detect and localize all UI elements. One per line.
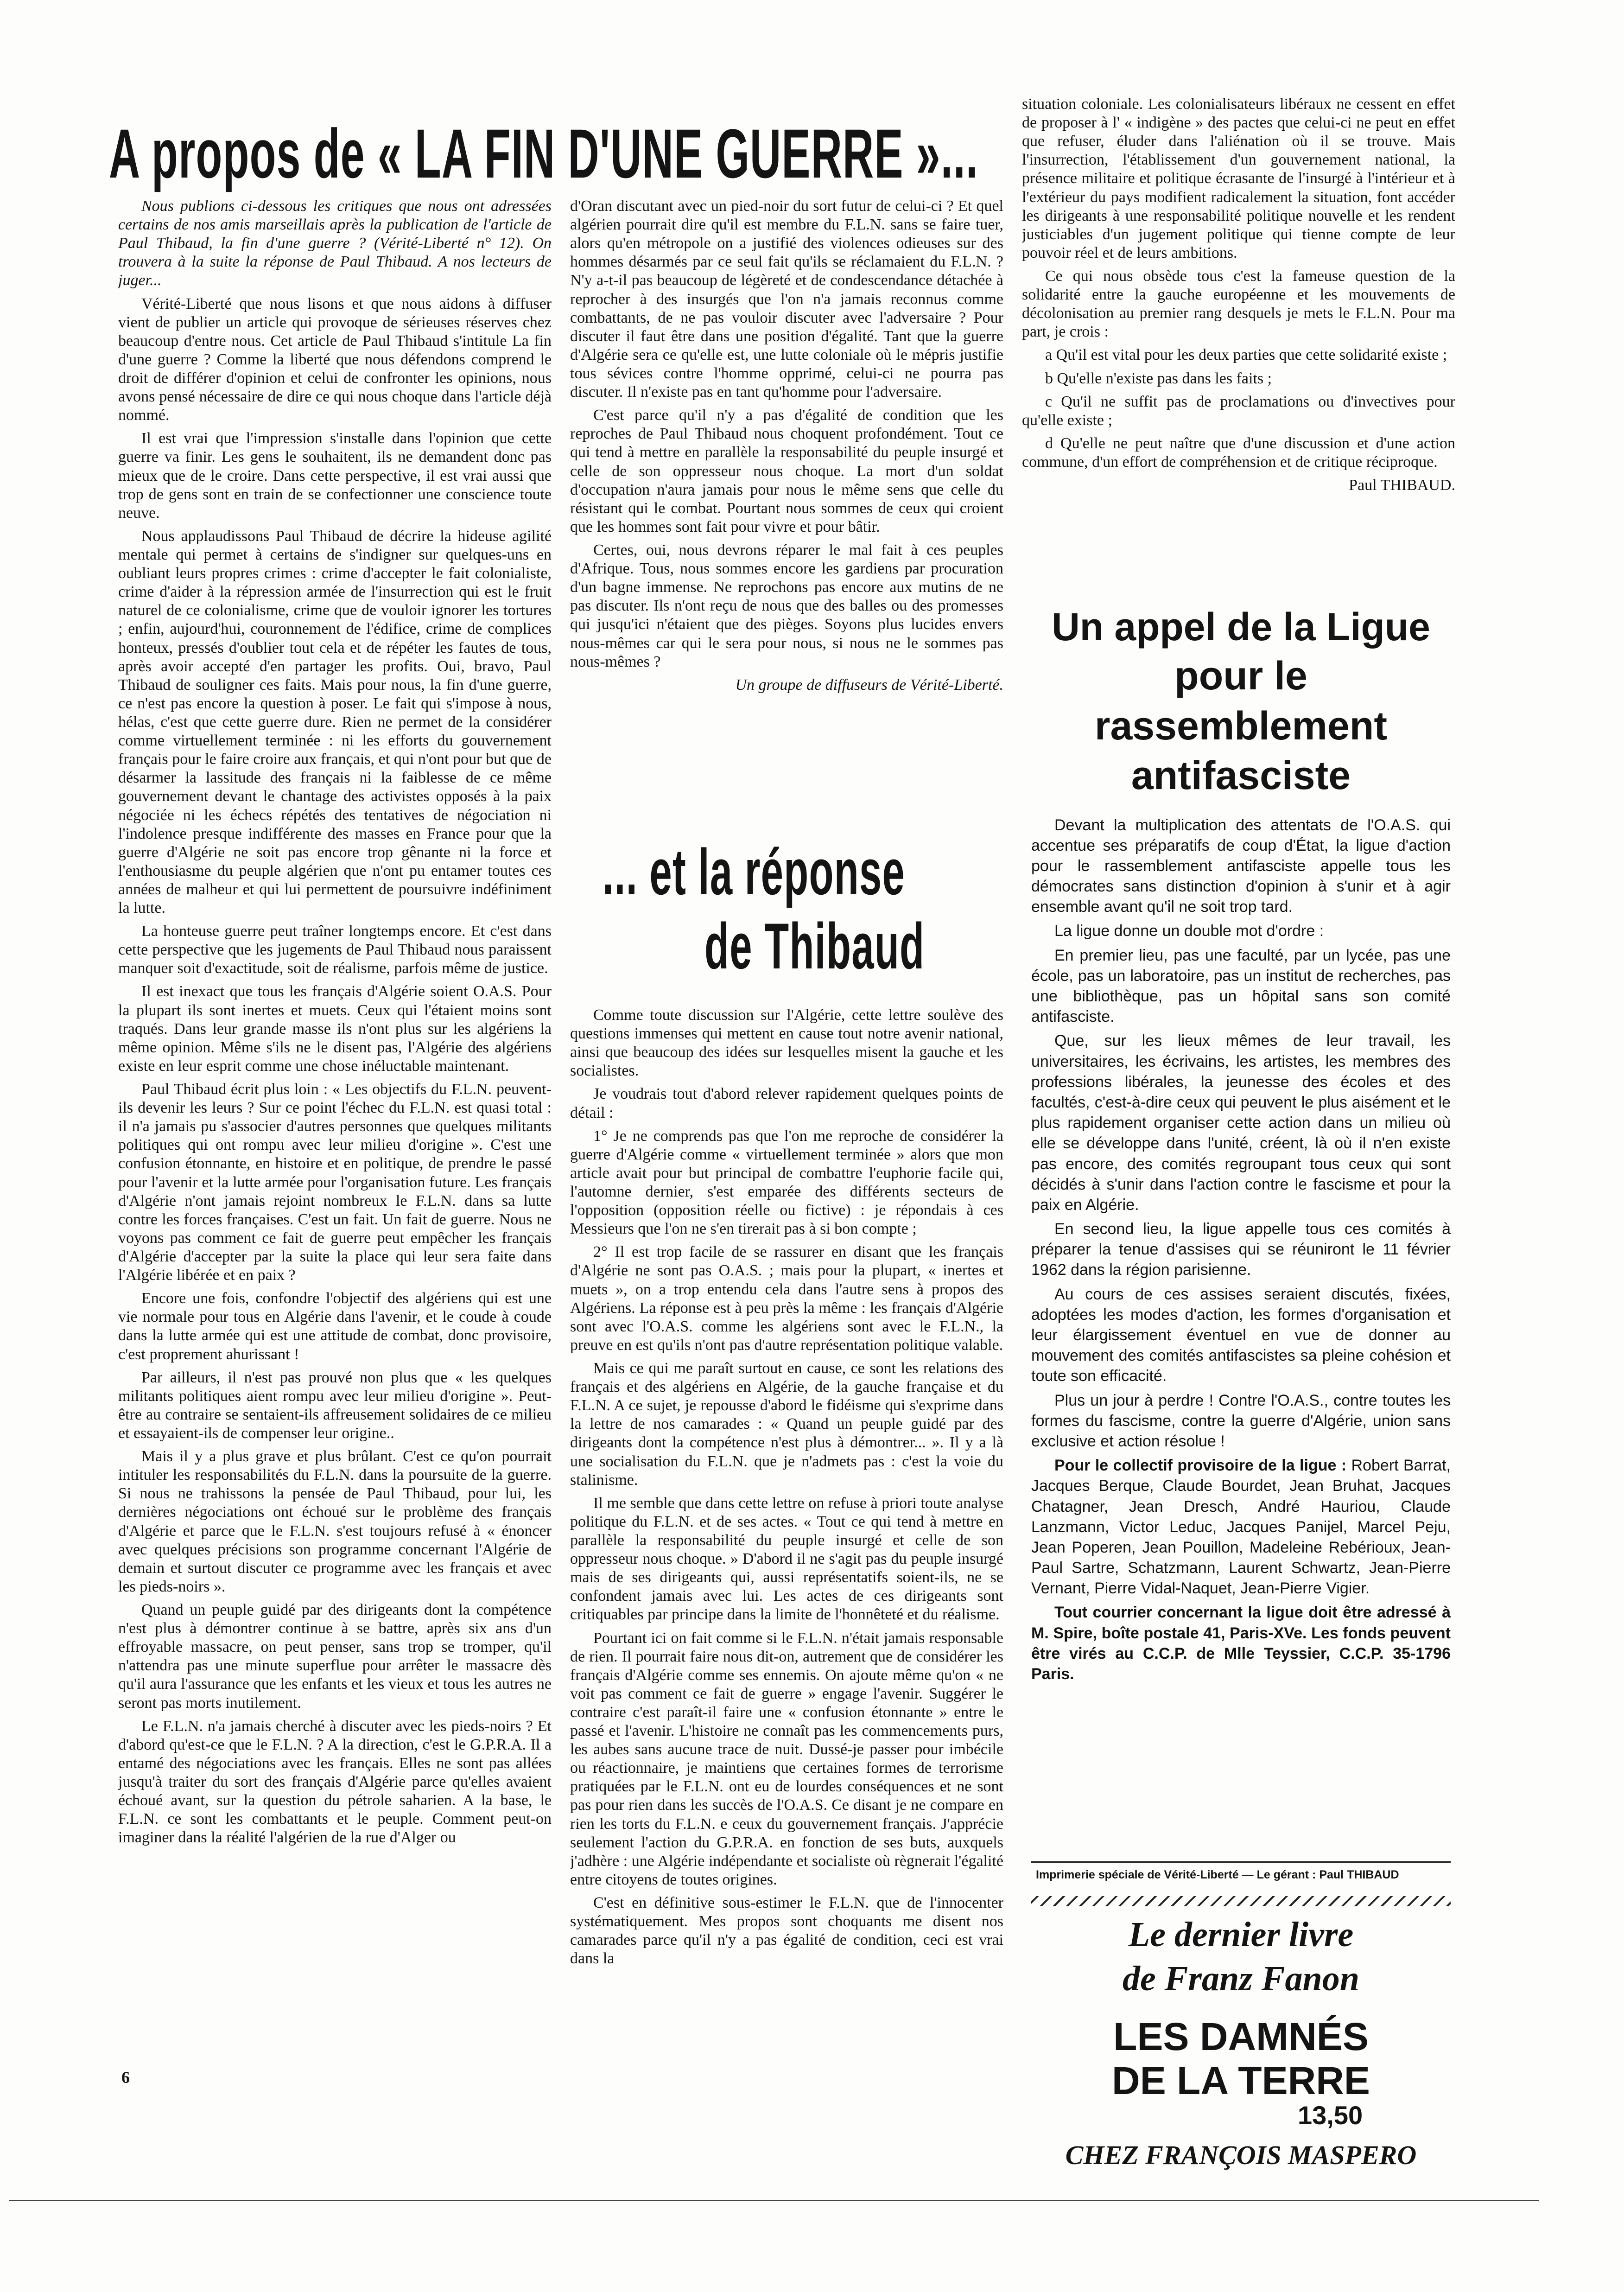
body-paragraph: Ce qui nous obsède tous c'est la fameuse question de la solidarité entre la gauche européenne et les mouvements de décolonisation au premier rang desquels je mets le F.L.N. Pour ma part, je crois :: [1022, 267, 1455, 341]
main-headline: A propos de « LA FIN D'UNE GUERRE »...: [109, 115, 979, 192]
ligue-paragraph: Devant la multiplication des attentats de l'O.A.S. qui accentue ses préparatifs de coup d'État, la ligue d'action pour le rassemblement antifasciste appelle tous les démocrates sans distinction d'opinion à s'unir et à agir ensemble avant qu'il ne soit trop tard.: [1031, 816, 1451, 916]
body-paragraph: Par ailleurs, il n'est pas prouvé non plus que « les quelques militants politiques aient rompu avec leur milieu d'origine ». Peut-être au contraire se sentaient-ils affreusement solidaires de ce milieu et essayaient-ils de compenser leur origine..: [118, 1369, 552, 1442]
reply-paragraph: Il me semble que dans cette lettre on refuse à priori toute analyse politique du F.L.N. et de ses actes. « Tout ce qui tend à mettre en parallèle la responsabilité du peuple insurgé et celle de son oppresseur nous choque. » D'abord il ne s'agit pas du peuple insurgé mais de ses dirigeants qui, aussi représentatifs soient-ils, ne se confondent jamais avec lui. Les actes de ces dirigeants sont critiquables par principe dans la limite de l'honnêteté et du réalisme.: [570, 1494, 1003, 1624]
ligue-title-line: pour le: [1174, 654, 1307, 698]
list-item: b Qu'elle n'existe pas dans les faits ;: [1045, 369, 1272, 387]
body-paragraph: Encore une fois, confondre l'objectif des algériens qui est une vie normale pour tous en Algérie dans l'avenir, et le coude à coude dans la lutte armée qui est une attitude de combat, donc provisoire, c'est proprement ahurissant !: [118, 1290, 552, 1363]
group-signature: Un groupe de diffuseurs de Vérité-Liberté.: [735, 676, 1003, 694]
column-3-top: [1022, 95, 1455, 549]
reply-headline-line2: de Thibaud: [704, 910, 925, 982]
ligue-title-line: antifasciste: [1131, 753, 1351, 798]
body-paragraph: Paul Thibaud écrit plus loin : « Les objectifs du F.L.N. peuvent-ils devenir les leurs ? Sur ce point l'échec du F.L.N. est quasi total : il n'a jamais pu s'associer d'autres personnes que quelques militants politiques qui ont rompu avec leur milieu d'origine ». C'est une confusion étonnante, en histoire et en politique, de prendre le passé pour l'avenir et la lutte armée pour l'organisation future. Les français d'Algérie n'ont jamais rejoint nombreux le F.L.N. dans sa lutte contre les forces françaises. C'est un fait. Un fait de guerre. Nous ne voyons pas comment ce fait de guerre peut empêcher les français d'Algérie d'accepter par la suite la place qui leur sera faite dans l'Algérie libérée et en paix ?: [118, 1081, 552, 1284]
reply-paragraph: Mais ce qui me paraît surtout en cause, ce sont les relations des français et des algériens en Algérie, de la gauche française et du F.L.N. A ce sujet, je repousse d'abord le fidéisme qui s'exprime dans la lettre de nos camarades : « Quand un peuple guidé par des dirigeants dont la compétence n'est plus à démontrer... ». Il y a là une socialisation du F.L.N. que je n'admets pas : c'est la voie du stalinisme.: [570, 1359, 1003, 1489]
reply-paragraph: Je voudrais tout d'abord relever rapidement quelques points de détail :: [570, 1085, 1003, 1121]
reply-headline-line1: ... et la réponse: [603, 835, 906, 908]
body-paragraph: Il est vrai que l'impression s'installe dans l'opinion que cette guerre va finir. Les gens le souhaitent, ils ne demandent donc pas mieux que de le croire. Dans cette perspective, il est vrai aussi que trop de gens sont en train de se confectionner une conscience toute neuve.: [118, 430, 552, 522]
ligue-paragraph: La ligue donne un double mot d'ordre :: [1054, 922, 1324, 940]
list-item: d Qu'elle ne peut naître que d'une discussion et d'une action commune, d'un effort de compréhension et de critique réciproque.: [1022, 434, 1455, 471]
body-paragraph: d'Oran discutant avec un pied-noir du sort futur de celui-ci ? Et quel algérien pourrait dire qu'il est membre du F.L.N. sans se faire tuer, alors qu'en métropole on a justifié des violences odieuses sur des hommes désarmés par ce seul fait qu'ils se réclamaient du F.L.N. ? N'y a-t-il pas beaucoup de légèreté et de condescendance détachée à reprocher à des insurgés que l'on n'a jamais reconnus comme combattants, de ne pas vouloir discuter avec l'adversaire ? Pour discuter il faut être dans une position d'égalité. Tant que la guerre d'Algérie sera ce qu'elle est, une lutte coloniale où le mépris justifie tous sévices contre l'homme opprimé, celui-ci ne pourra pas discuter. Il n'existe pas en tant qu'homme pour l'adversaire.: [570, 197, 1003, 401]
ad-line-2: de Franz Fanon: [1122, 1959, 1360, 1998]
bottom-edge-rule: [9, 2200, 1539, 2201]
reply-paragraph: Comme toute discussion sur l'Algérie, cette lettre soulève des questions immenses qui mettent en cause tout notre avenir national, ainsi que beaucoup des idées sur lesquelles misent la gauche et les socialistes.: [570, 1006, 1003, 1080]
courrier-paragraph: Tout courrier concernant la ligue doit être adressé à M. Spire, boîte postale 41, Paris-XVe. Les fonds peuvent être virés au C.C.P. de Mlle Teyssier, C.C.P. 35-1796 Paris.: [1031, 1604, 1451, 1683]
imprint-top-rule: [1031, 1861, 1451, 1863]
thibaud-signature: Paul THIBAUD.: [1349, 477, 1455, 494]
reply-paragraph: 1° Je ne comprends pas que l'on me reproche de considérer la guerre d'Algérie comme « virtuellement terminée » alors que mon article avait pour but principal de combattre l'euphorie facile qui, l'automne dernier, s'est emparée des différents secteurs de l'opposition (opposition réelle ou fictive) : je répondais à ces Messieurs que l'on ne s'en tirerait pas à si bon compte ;: [570, 1127, 1003, 1238]
body-paragraph: Le F.L.N. n'a jamais cherché à discuter avec les pieds-noirs ? Et d'abord qu'est-ce que le F.L.N. ? A la direction, c'est le G.P.R.A. Il a entamé des négociations avec les français. Elles ne sont pas allées jusqu'à traiter du sort des français d'Algérie parce qu'elles avaient échoué avant, sur la question du pétrole saharien. A la base, le F.L.N. ce sont les combattants et le peuple. Comment peut-on imaginer dans la réalité l'algérien de la rue d'Alger ou: [118, 1717, 552, 1846]
collectif-label: Pour le collectif provisoire de la ligue :: [1054, 1457, 1347, 1475]
body-paragraph: Certes, oui, nous devrons réparer le mal fait à ces peuples d'Afrique. Tous, nous sommes encore les gardiens par procuration d'un bagne immense. Ne reprochons pas encore aux mutins de ne pas discuter. Ils n'ont reçu de nous que des balles ou des promesses qui jusqu'ici n'étaient que des pièges. Soyons plus lucides envers nous-mêmes car qui le sera pour nous, si nous ne le sommes pas nous-mêmes ?: [570, 541, 1003, 670]
body-paragraph: Il est inexact que tous les français d'Algérie soient O.A.S. Pour la plupart ils sont inertes et muets. Ceux qui l'étaient moins sont traqués. Dans leur grande masse ils n'ont plus sur les algériens la même opinion. Même s'ils ne le disent pas, l'Algérie des algériens existe en leur esprit comme une chose inéluctable maintenant.: [118, 983, 552, 1075]
ligue-title-line: Un appel de la Ligue: [1052, 605, 1430, 649]
list-item: a Qu'il est vital pour les deux parties que cette solidarité existe ;: [1045, 346, 1447, 364]
book-title-line-2: DE LA TERRE: [1112, 2059, 1370, 2102]
intro-paragraph: Nous publions ci-dessous les critiques que nous ont adressées certains de nos amis marseillais après la publication de l'article de Paul Thibaud, la fin d'une guerre ? (Vérité-Liberté n° 12). On trouvera à la suite la réponse de Paul Thibaud. A nos lecteurs de juger...: [118, 197, 552, 289]
ligue-paragraph: Que, sur les lieux mêmes de leur travail, les universitaires, les écrivains, les artistes, les membres des professions libérales, la jeunesse des écoles et des facultés, c'est-à-dire ceux qui peuvent le plus aisément et le plus rapidement organiser cette action dans un milieu où elle se développe dans l'unité, créent, là où il n'en existe pas encore, des comités regroupant tous ceux qui sont décidés à s'unir dans l'action contre le fascisme et pour la paix en Algérie.: [1031, 1032, 1451, 1214]
body-paragraph: Vérité-Liberté que nous lisons et que nous aidons à diffuser vient de publier un article qui provoque de sérieuses réserves chez beaucoup d'entre nous. Cet article de Paul Thibaud s'intitule La fin d'une guerre ? Comme la liberté que nous défendons comprend le droit de différer d'opinion et celui de confronter les opinions, nous avons pensé nécessaire de dire ce qui nous choque dans l'article déjà nommé.: [118, 295, 552, 424]
collectif-paragraph: [1031, 1455, 1451, 1598]
column-2-reply: [570, 1006, 1003, 2054]
ligue-body: [1031, 815, 1451, 1685]
book-advertisement: [1031, 1915, 1451, 2109]
ligue-paragraph: En second lieu, la ligue appelle tous ces comités à préparer la tenue d'assises qui se réuniront le 11 février 1962 dans la région parisienne.: [1031, 1220, 1451, 1279]
body-paragraph: Quand un peuple guidé par des dirigeants dont la compétence n'est plus à démontrer continue à se battre, après six ans d'un effroyable massacre, on peut penser, sans trop se tromper, qu'il n'attendra pas une minute superflue pour arrêter le massacre dès qu'il aura l'assurance que les enfants et les vieux et tous les autres ne seront pas morts inutilement.: [118, 1601, 552, 1712]
imprint-line: Imprimerie spéciale de Vérité-Liberté — Le gérant : Paul THIBAUD: [1036, 1868, 1399, 1881]
body-paragraph: Nous applaudissons Paul Thibaud de décrire la hideuse agilité mentale qui permet à certains de s'indigner sur quelques-uns en oubliant leurs propres crimes : crime d'accepter le fait colonialiste, crime d'aider à la répression armée de l'insurrection qui est le fruit naturel de ce colonialisme, crime que de vouloir ignorer les tortures ; enfin, aujourd'hui, couronnement de l'édifice, crime de complices honteux, pressés d'oublier tout cela et de répéter les fautes de tous, après avoir accepté d'en partager les profits. Oui, bravo, Paul Thibaud de souligner ces faits. Mais pour nous, la fin d'une guerre, ce n'est pas encore la question à poser. Le fait qui s'impose à nous, hélas, c'est que cette guerre dure. Rien ne permet de la considérer comme virtuellement terminée : ni les efforts du gouvernement français pour le faire croire aux français, et qui n'ont pour but que de désarmer la lassitude des français ni la faiblesse de ce même gouvernement devant le chantage des activistes opposés à la paix négociée ni les échecs répétés des tentatives de négociation ni l'indolence presque indifférente des masses en France pour que la guerre d'Algérie ne soit pas encore trop gênante ni la force et l'enthousiasme du peuple algérien que n'ont pu entamer toutes ces années de malheur et qui lui permettent de poursuivre indéfiniment la lutte.: [118, 527, 552, 917]
book-price: 13,50: [1298, 2101, 1363, 2130]
reply-paragraph: 2° Il est trop facile de se rassurer en disant que les français d'Algérie ne sont pas O.A.S. ; mais pour la plupart, « inertes et muets », on a trop entendu cela dans l'autre sens à propos des Algériens. La réponse est à peu près la même : les français d'Algérie sont avec l'O.A.S. comme les algériens sont avec le F.L.N., la preuve en est qu'ils n'ont pas d'autre représentation politique valable.: [570, 1243, 1003, 1354]
body-paragraph: La honteuse guerre peut traîner longtemps encore. Et c'est dans cette perspective que les jugements de Paul Thibaud nous paraissent manquer soit d'exactitude, soit de réalisme, parfois même de justice.: [118, 923, 552, 977]
ligue-paragraph: Au cours de ces assises seraient discutés, fixées, adoptées les modes d'action, les formes d'organisation et leur élargissement éventuel en vue de donner au mouvement des comités antifascistes sa pleine cohésion et toute son efficacité.: [1031, 1285, 1451, 1385]
wavy-divider: [1031, 1896, 1451, 1906]
body-paragraph: situation coloniale. Les colonialisateurs libéraux ne cessent en effet de proposer à l' « indigène » des pactes que celui-ci ne peut en effet que refuser, éluder dans l'aliénation où il se trouve. Mais l'insurrection, l'établissement d'un gouvernement national, la présence militaire et politique écrasante de l'insurgé à l'intérieur et à l'extérieur du pays modifient radicalement la situation, font accéder les dirigeants à une responsabilité politique nouvelle et les rendent justiciables d'un jugement politique qui tienne compte de leur pouvoir réel et de leurs ambitions.: [1022, 96, 1455, 261]
page-number: 6: [121, 2068, 130, 2087]
ligue-title-line: rassemblement: [1095, 703, 1387, 748]
reply-paragraph: Pourtant ici on fait comme si le F.L.N. n'était jamais responsable de rien. Il pourrait faire nous dit-on, autrement que de considérer les français d'Algérie comme ses ennemis. On ajoute même qu'on « ne voit pas comment ce fait de guerre » engage l'avenir. Suggérer le contraire c'est paraît-il faire une « confusion étonnante » entre le passé et l'avenir. L'histoire ne connaît pas les commencements purs, les aubes sans aucune trace de nuit. Dussé-je passer pour imbécile ou réactionnaire, je maintiens que certaines formes de terrorisme pratiquées par le F.L.N. ont eu de lourdes conséquences et ne sont pas pour rien dans les succès de l'O.A.S. Ce disant je ne compare en rien les torts du F.L.N. e ceux du gouvernement français. J'apprécie seulement l'action du G.P.R.A. en fonction de ses buts, auxquels j'adhère : une Algérie indépendante et socialiste où règnerait l'égalité entre citoyens de toutes origines.: [570, 1629, 1003, 1888]
column-1: [118, 197, 552, 2056]
collectif-names: Robert Barrat, Jacques Berque, Claude Bourdet, Jean Bruhat, Jacques Chatagner, Jean Dresch, André Hauriou, Claude Lanzmann, Victor Leduc, Jacques Panijel, Marcel Peju, Jean Poperen, Jean Pouillon, Madeleine Rebérioux, Jean-Paul Sartre, Schatzmann, Laurent Schwartz, Jean-Pierre Vernant, Pierre Vidal-Naquet, Jean-Pierre Vigier.: [1031, 1457, 1451, 1598]
ligue-paragraph: Plus un jour à perdre ! Contre l'O.A.S., contre toutes les formes du fascisme, contre la guerre d'Algérie, union sans exclusive et action résolue !: [1031, 1391, 1451, 1450]
publisher-line: CHEZ FRANÇOIS MASPERO: [1065, 2140, 1417, 2170]
body-paragraph: Mais il y a plus grave et plus brûlant. C'est ce qu'on pourrait intituler les responsabilités du F.L.N. dans la poursuite de la guerre. Si nous ne trahissons la pensée de Paul Thibaud, pour lui, les dernières négociations ont échoué sur le problème des français d'Algérie et parce que le F.L.N. s'est toujours refusé à « énoncer avec quelques précisions son programme concernant l'Algérie de demain et surtout discuter ce programme avec les français et avec les pieds-noirs ».: [118, 1448, 552, 1595]
book-title-line-1: LES DAMNÉS: [1113, 2015, 1369, 2058]
ligue-paragraph: En premier lieu, pas une faculté, par un lycée, pas une école, pas un laboratoire, pas un institut de recherches, pas une bibliothèque, pas un hôpital sans son comité antifasciste.: [1031, 946, 1451, 1026]
body-paragraph: C'est parce qu'il n'y a pas d'égalité de condition que les reproches de Paul Thibaud nous choquent profondément. Tout ce qui tend à mettre en parallèle la responsabilité du peuple insurgé et celle de son oppresseur nous choque. La mort d'un soldat d'occupation n'aura jamais pour nous le même sens que celle du résistant qui le combat. Pourtant nous sommes de ceux qui croient que les hommes sont fait pour vivre et pour bâtir.: [570, 407, 1003, 535]
column-2-top: [570, 197, 1003, 772]
ligue-appeal-box: [1031, 603, 1451, 1850]
list-item: c Qu'il ne suffit pas de proclamations ou d'invectives pour qu'elle existe ;: [1022, 393, 1455, 429]
ad-line-1: Le dernier livre: [1128, 1915, 1354, 1954]
reply-paragraph: C'est en définitive sous-estimer le F.L.N. que de l'innocenter systématiquement. Mes propos sont choquants me disent nos camarades parce qu'il n'y a pas égalité de condition, ceci est vrai dans la: [570, 1894, 1003, 1967]
ligue-title: [1031, 603, 1451, 801]
